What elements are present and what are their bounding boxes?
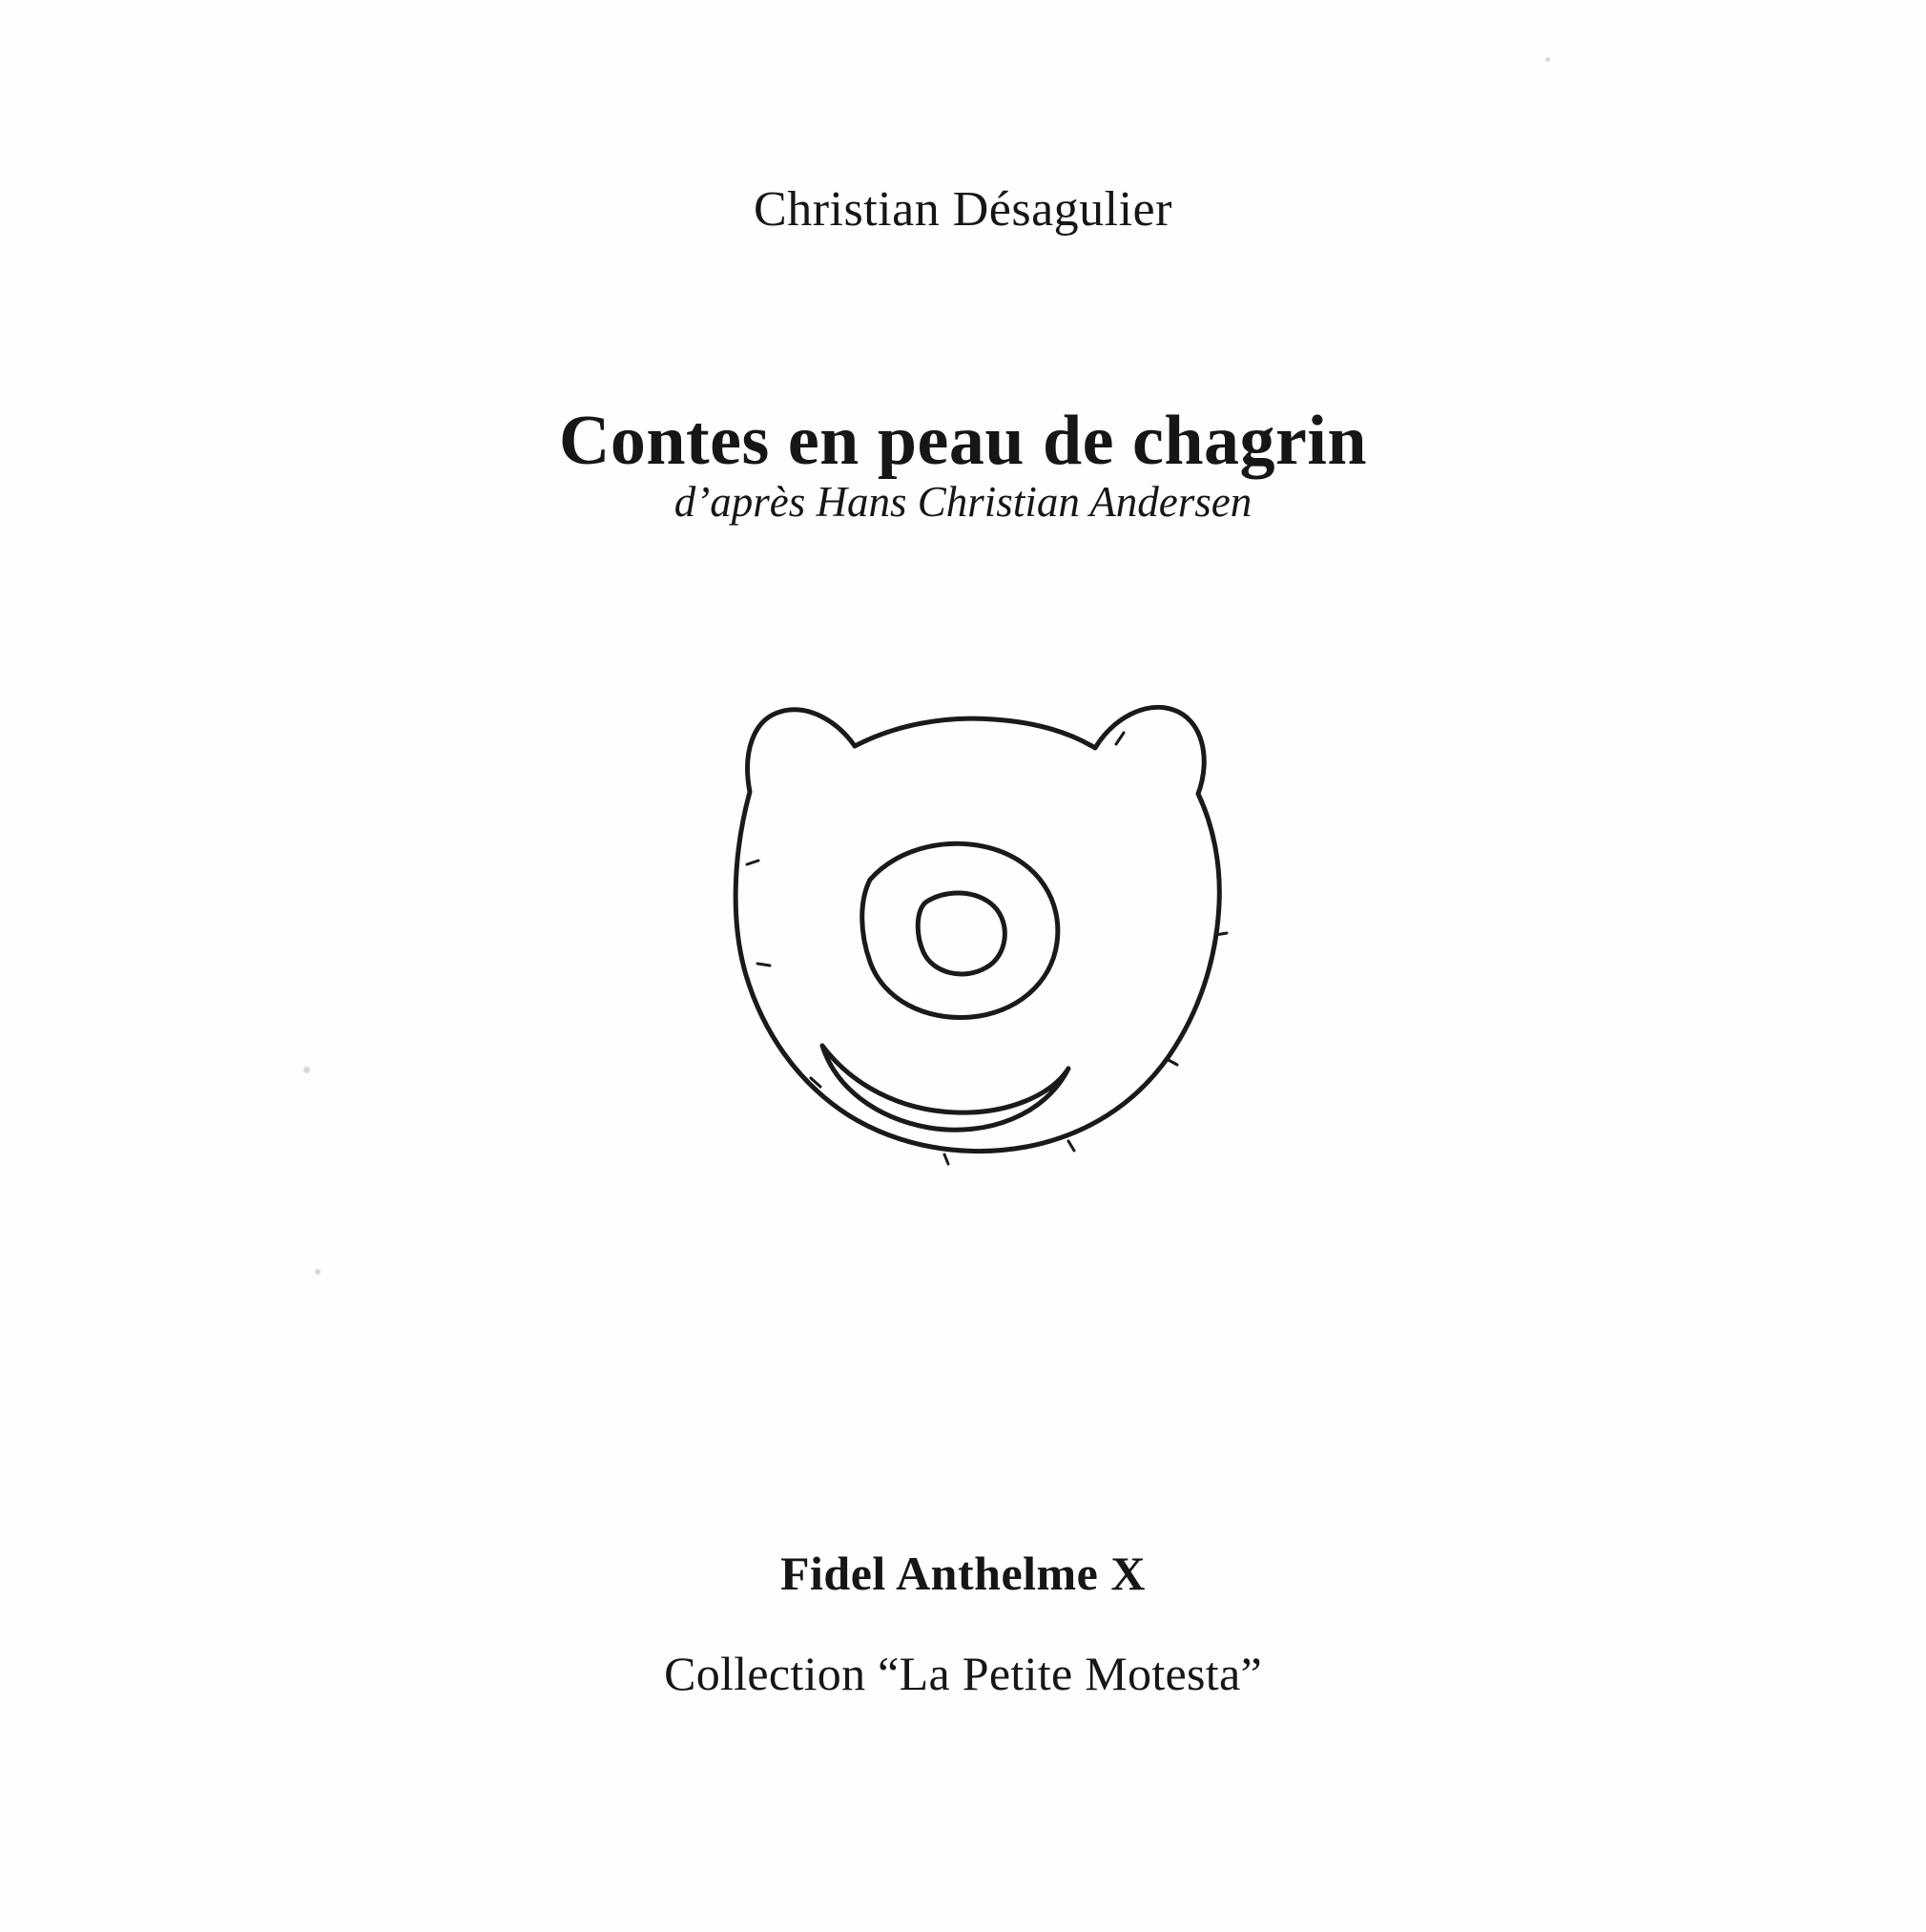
eye-outer-circle <box>861 843 1057 1017</box>
cover-illustration <box>658 677 1269 1231</box>
bear-head-outline <box>735 707 1219 1151</box>
collection-name: Collection “La Petite Motesta” <box>664 1647 1262 1700</box>
book-title: Contes en peau de chagrin <box>558 401 1368 480</box>
author-name: Christian Désagulier <box>754 182 1172 237</box>
publisher-name: Fidel Anthelme X <box>780 1547 1146 1600</box>
bear-outline-texture <box>747 733 1227 1164</box>
book-subtitle: d’après Hans Christian Andersen <box>673 478 1253 526</box>
mouth-smile <box>822 1046 1068 1130</box>
paper-speck <box>315 1269 321 1275</box>
paper-speck <box>303 1067 310 1073</box>
eye-pupil-circle <box>918 893 1004 974</box>
paper-speck <box>1545 57 1550 62</box>
